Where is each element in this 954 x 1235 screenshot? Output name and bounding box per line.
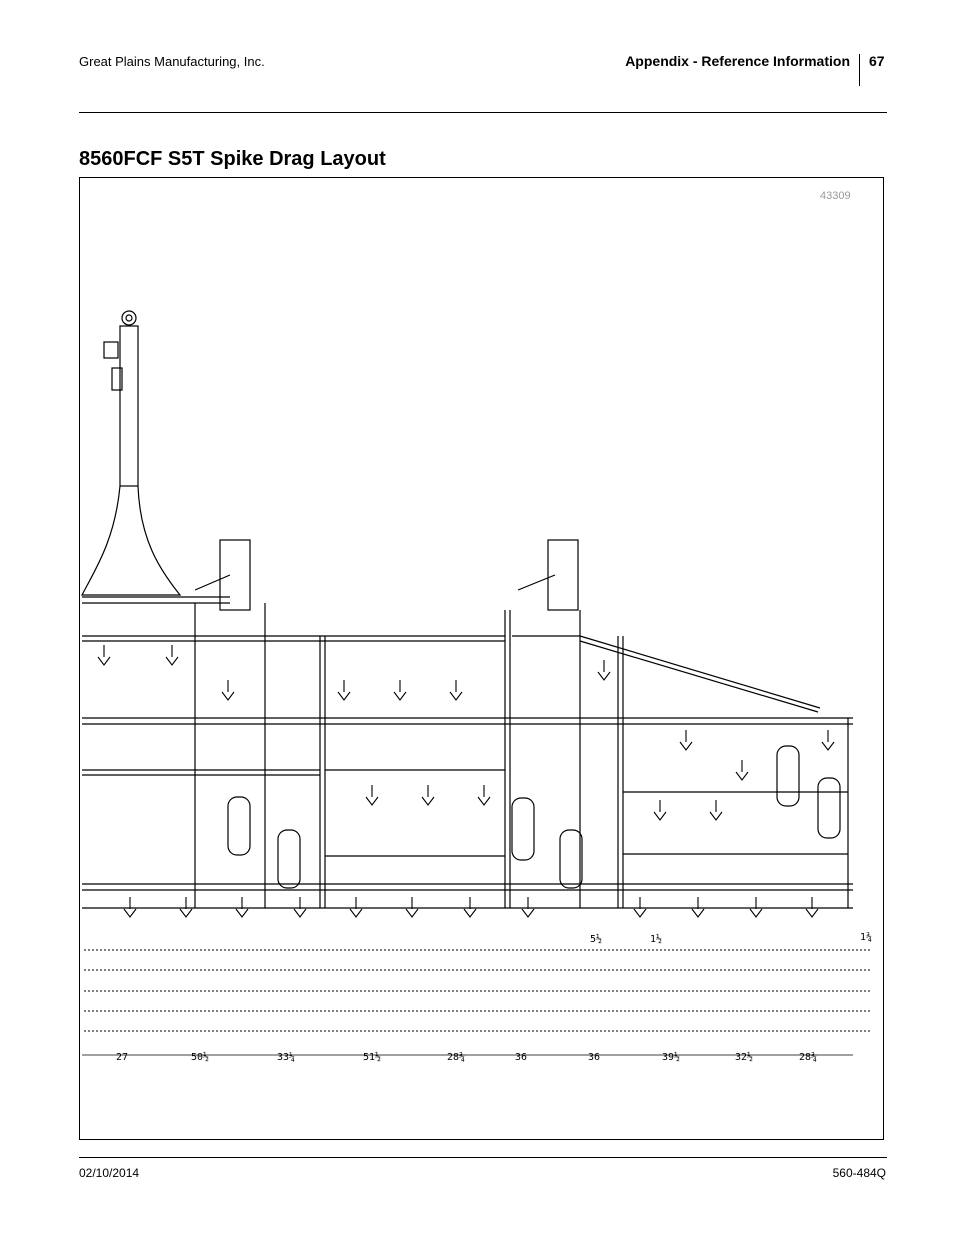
dim-label: 28¾ (446, 1052, 466, 1063)
header-section-title: Appendix - Reference Information (625, 53, 850, 69)
page-title: 8560FCF S5T Spike Drag Layout (79, 148, 386, 170)
dim-label: 36 (514, 1052, 528, 1063)
dim-label: 33¼ (276, 1052, 296, 1063)
footer-doc-number: 560-484Q (832, 1166, 886, 1180)
header-divider (859, 54, 860, 86)
header-company: Great Plains Manufacturing, Inc. (79, 54, 265, 69)
header-rule (79, 112, 887, 113)
footer-date: 02/10/2014 (79, 1166, 140, 1180)
side-dim-label: 5½ (589, 934, 603, 945)
figure-id: 43309 (820, 190, 851, 202)
dim-label: 32½ (734, 1052, 754, 1063)
footer-rule (79, 1157, 887, 1158)
dim-label: 27 (115, 1052, 129, 1063)
dim-label: 36 (587, 1052, 601, 1063)
page-number: 67 (869, 53, 885, 69)
dim-label: 39½ (661, 1052, 681, 1063)
spike-drag-layout-drawing (80, 178, 883, 1139)
side-dim-label: 1¾ (859, 932, 873, 943)
dim-label: 51½ (362, 1052, 382, 1063)
side-dim-label: 1½ (649, 934, 663, 945)
dim-label: 50½ (190, 1052, 210, 1063)
dim-label: 28¾ (798, 1052, 818, 1063)
